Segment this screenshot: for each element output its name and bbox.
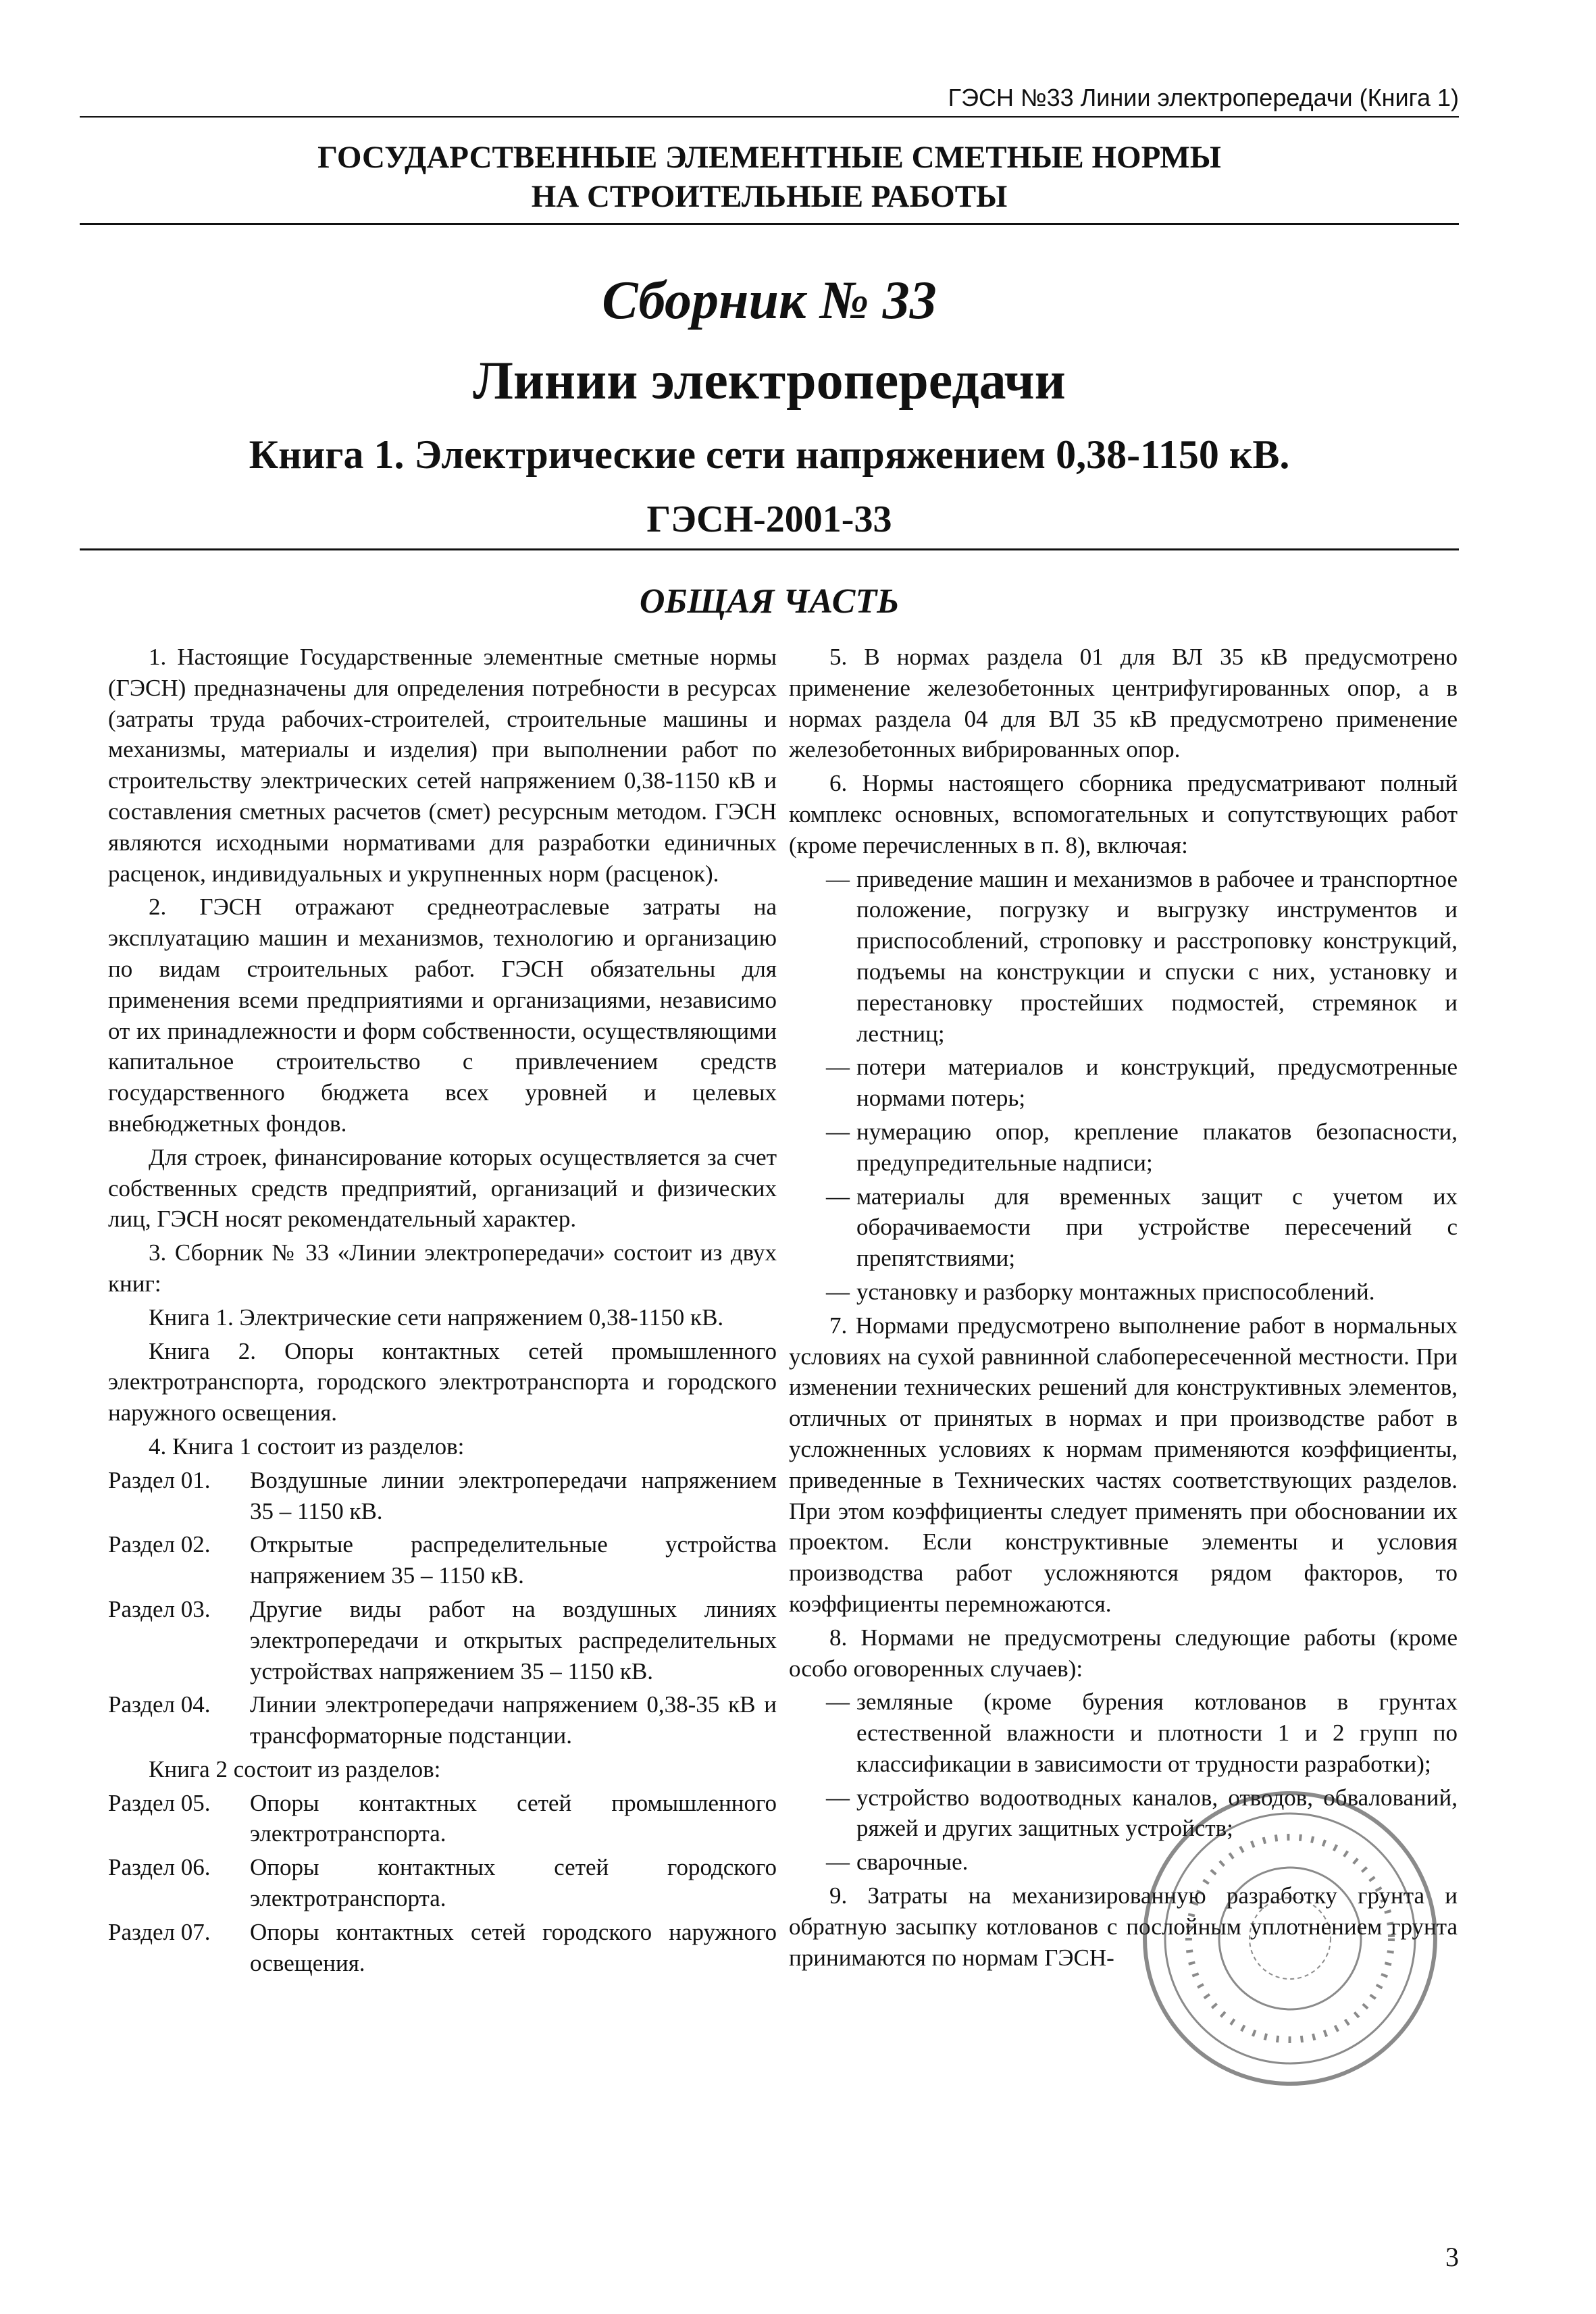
main-title-line-2: НА СТРОИТЕЛЬНЫЕ РАБОТЫ (531, 179, 1008, 214)
dash-marker: — (826, 1278, 850, 1305)
main-title (80, 138, 1459, 216)
list-item (789, 1277, 1458, 1308)
paragraph-9: 9. Затраты на механизированную разработку грунта и обратную засыпку котлованов с послойным уплотнением грунта принимаются по нормам ГЭСН- (789, 1882, 1458, 1971)
paragraph-8: 8. Нормами не предусмотрены следующие работы (кроме особо оговоренных случаев): (789, 1624, 1458, 1682)
running-header: ГЭСН №33 Линии электропередачи (Книга 1) (948, 84, 1459, 111)
page-number: 3 (1445, 2242, 1459, 2272)
section-label: Раздел 02. (108, 1531, 211, 1558)
section-item (108, 1917, 777, 1979)
section-text: Другие виды работ на воздушных линиях электропередачи и открытых распределительных устройствах напряжением 35 – 1150 кВ. (250, 1595, 777, 1685)
section-title: ОБЩАЯ ЧАСТЬ (639, 582, 900, 621)
section-item (108, 1689, 777, 1751)
list-item-text: установку и разборку монтажных приспособлений. (856, 1278, 1375, 1305)
list-item (789, 864, 1458, 1050)
paragraph-1: 1. Настоящие Государственные элементные сметные нормы (ГЭСН) предназначены для определения потребности в ресурсах (затраты труда рабочих-строителей, строительные машины и механизмы, материалы и изделия) при выполнении работ по строительству электрических сетей напряжением 0,38-1150 кВ и составления сметных расчетов (смет) ресурсным методом. ГЭСН являются исходными нормативами для разработки единичных расценок, индивидуальных и укрупненных норм (расценок). (108, 644, 777, 887)
paragraph-7: 7. Нормами предусмотрено выполнение работ в нормальных условиях на сухой равнинной слабопересеченной местности. При изменении технических решений для конструктивных элементов, отличных от принятых в нормах и при производстве работ в усложненных условиях к нормам применяются коэффициенты, приведенные в Технических частях соответствующих разделов. При этом коэффициенты следует применять при обосновании их проектом. Если конструктивные элементы и условия производства работ усложняются рядом факторов, то коэффициенты перемножаются. (789, 1312, 1458, 1617)
section-text: Опоры контактных сетей городского электротранспорта. (250, 1854, 777, 1912)
list-item-text: нумерацию опор, крепление плакатов безопасности, предупредительные надписи; (856, 1118, 1458, 1176)
main-title-line-1: ГОСУДАРСТВЕННЫЕ ЭЛЕМЕНТНЫЕ СМЕТНЫЕ НОРМЫ (317, 140, 1221, 175)
paragraph-3: 3. Сборник № 33 «Линии электропередачи» состоит из двух книг: (108, 1239, 777, 1297)
section-label: Раздел 07. (108, 1918, 211, 1945)
paragraph-book-2: Книга 2. Опоры контактных сетей промышленного электротранспорта, городского электротранспорта и городского наружного освещения. (108, 1337, 777, 1426)
collection-title: Сборник № 33 (602, 271, 937, 330)
list-item-text: потери материалов и конструкций, предусмотренные нормами потерь; (856, 1054, 1458, 1112)
code-rule (80, 548, 1459, 550)
paragraph-financing: Для строек, финансирование которых осуществляется за счет собственных средств предприятий, организаций и физических лиц, ГЭСН носят рекомендательный характер. (108, 1143, 777, 1233)
dash-marker: — (826, 1849, 850, 1876)
book-title: Книга 1. Электрические сети напряжением 0,38-1150 кВ. (249, 432, 1290, 477)
section-item (108, 1788, 777, 1850)
list-item-text: приведение машин и механизмов в рабочее и транспортное положение, погрузку и выгрузку инструментов и приспособлений, строповку и расстроповку конструкций, подъемы на конструкции и спуски с них, установку и перестановку простейших подмостей, стремянок и лестниц; (856, 865, 1458, 1047)
section-label: Раздел 05. (108, 1789, 211, 1816)
list-item-text: материалы для временных защит с учетом их оборачиваемости при устройстве пересечений с препятствиями; (856, 1183, 1458, 1272)
left-column (108, 642, 777, 1981)
list-item-text: сварочные. (856, 1849, 969, 1876)
list-item (789, 1847, 1458, 1878)
title-rule (80, 223, 1459, 225)
paragraph-5: 5. В нормах раздела 01 для ВЛ 35 кВ предусмотрено применение железобетонных центрифугированных опор, а в нормах раздела 04 для ВЛ 35 кВ предусмотрено применение железобетонных вибрированных опор. (789, 644, 1458, 763)
dash-marker: — (826, 1054, 850, 1081)
list-item-text: земляные (кроме бурения котлованов в грунтах естественной влажности и плотности 1 и 2 групп по классификации в зависимости от трудности разработки); (856, 1689, 1458, 1777)
section-text: Опоры контактных сетей городского наружного освещения. (250, 1918, 777, 1976)
section-item (108, 1529, 777, 1591)
list-item (789, 1116, 1458, 1179)
section-label: Раздел 04. (108, 1691, 211, 1718)
paragraph-6: 6. Нормы настоящего сборника предусматривают полный комплекс основных, вспомогательных и сопутствующих работ (кроме перечисленных в п. 8), включая: (789, 770, 1458, 858)
list-item (789, 1052, 1458, 1114)
paragraph-2: 2. ГЭСН отражают среднеотраслевые затраты на эксплуатацию машин и механизмов, технологию и организацию по видам строительных работ. ГЭСН обязательны для применения всеми предприятиями и организациями, независимо от их принадлежности и форм собственности, осуществляющими капитальное строительство с привлечением средств государственного бюджета всех уровней и целевых внебюджетных фондов. (108, 894, 777, 1137)
subject-title: Линии электропередачи (473, 351, 1066, 411)
paragraph-book-2-sections: Книга 2 состоит из разделов: (149, 1755, 441, 1782)
norm-code: ГЭСН-2001-33 (646, 498, 892, 540)
list-item (789, 1181, 1458, 1274)
list-item (789, 1782, 1458, 1845)
section-item (108, 1465, 777, 1527)
section-text: Воздушные линии электропередачи напряжением 35 – 1150 кВ. (250, 1466, 777, 1524)
section-label: Раздел 01. (108, 1466, 211, 1493)
dash-marker: — (826, 1689, 850, 1716)
section-text: Опоры контактных сетей промышленного электротранспорта. (250, 1789, 777, 1847)
header-rule (80, 116, 1459, 118)
section-label: Раздел 03. (108, 1595, 211, 1622)
section-item (108, 1594, 777, 1687)
section-text: Открытые распределительные устройства напряжением 35 – 1150 кВ. (250, 1531, 777, 1589)
section-item (108, 1852, 777, 1914)
right-column (789, 642, 1458, 1976)
dash-marker: — (826, 1784, 850, 1811)
dash-marker: — (826, 1118, 850, 1145)
list-item-text: устройство водоотводных каналов, отводов, обвалований, ряжей и других защитных устройств; (856, 1784, 1458, 1842)
dash-marker: — (826, 1183, 850, 1210)
list-item (789, 1687, 1458, 1779)
paragraph-4: 4. Книга 1 состоит из разделов: (149, 1433, 465, 1460)
section-text: Линии электропередачи напряжением 0,38-35 кВ и трансформаторные подстанции. (250, 1691, 777, 1749)
section-label: Раздел 06. (108, 1854, 211, 1881)
dash-marker: — (826, 865, 850, 892)
paragraph-book-1: Книга 1. Электрические сети напряжением 0,38-1150 кВ. (149, 1304, 724, 1331)
